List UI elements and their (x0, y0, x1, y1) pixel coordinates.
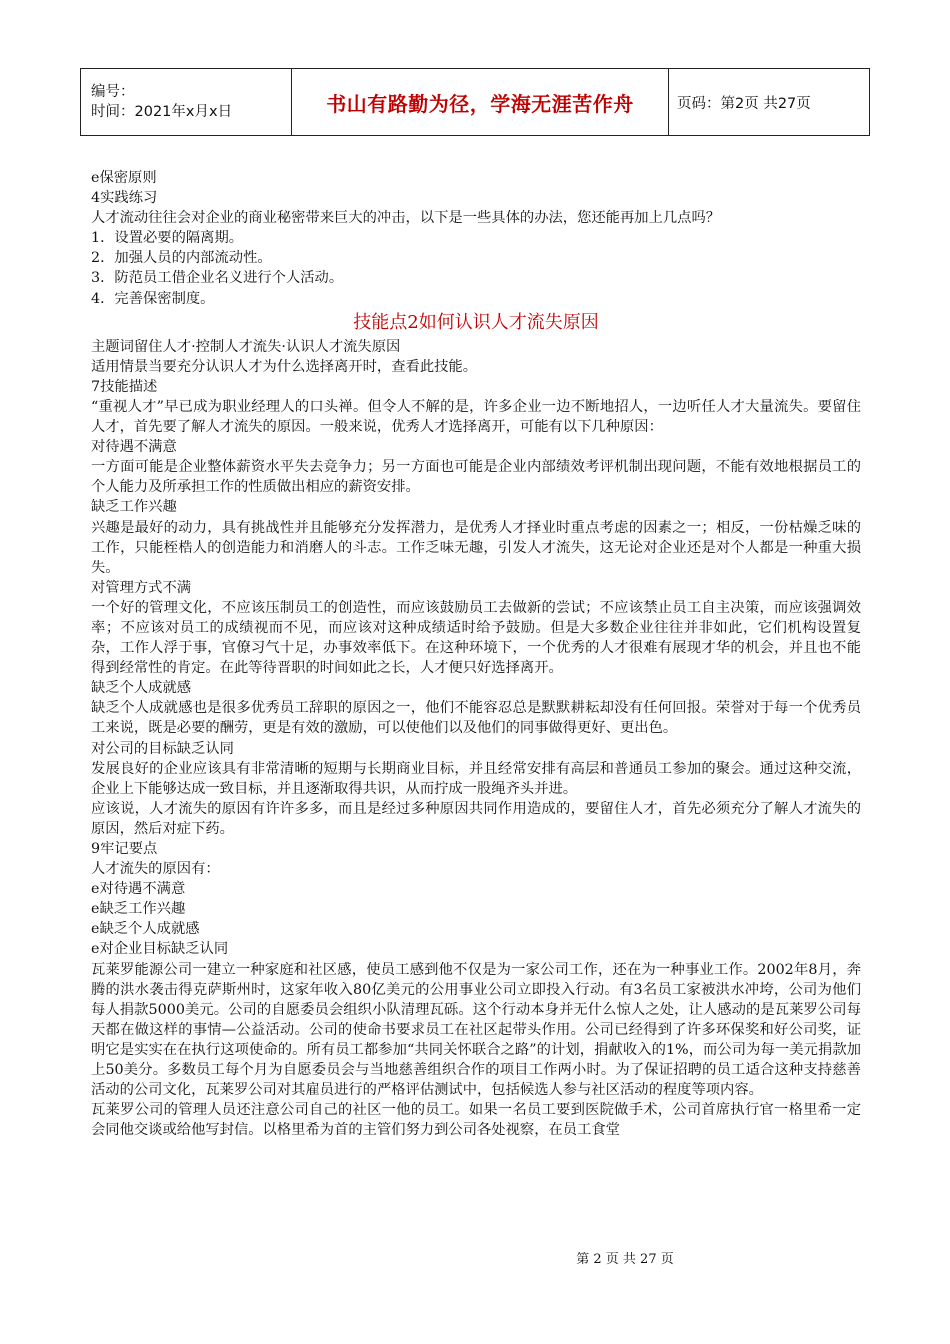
paragraph: 主题词留住人才·控制人才流失·认识人才流失原因 (91, 338, 401, 355)
header-page-label: 页码：第2页 共27页 (669, 69, 870, 136)
paragraph: 7技能描述 (91, 378, 158, 395)
paragraph: 一方面可能是企业整体薪资水平失去竞争力；另一方面也可能是企业内部绩效考评机制出现问题，不能有效地根据员工的个人能力及所承担工作的性质做出相应的薪资安排。 (91, 459, 861, 496)
header-meta (81, 69, 292, 136)
paragraph: 缺乏个人成就感也是很多优秀员工辞职的原因之一，他们不能容忍总是默默耕耘却没有任何回报。荣誉对于每一个优秀员工来说，既是必要的酬劳，更是有效的激励，可以使他们以及他们的同事做得更好、更出色。 (91, 700, 861, 737)
body-line: 4．完善保密制度。 (91, 290, 215, 307)
section-title: 技能点2如何认识人才流失原因 (353, 311, 599, 333)
body-line: 4实践练习 (91, 190, 158, 207)
paragraph: 缺乏个人成就感 (91, 680, 192, 697)
document-time-label: 时间：2021年x月x日 (91, 104, 233, 120)
body-line: 2．加强人员的内部流动性。 (91, 250, 272, 267)
body-line: 人才流动往往会对企业的商业秘密带来巨大的冲击，以下是一些具体的办法，您还能再加上几点吗？ (91, 210, 721, 227)
page-header (80, 68, 870, 136)
paragraph: 人才流失的原因有： (91, 861, 220, 878)
document-number-label: 编号： (91, 84, 135, 100)
paragraph: 对公司的目标缺乏认同 (91, 740, 234, 757)
paragraph: 瓦莱罗公司的管理人员还注意公司自己的社区一他的员工。如果一名员工要到医院做手术，公司首席执行官一格里希一定会同他交谈或给他写封信。以格里希为首的主管们努力到公司各处视察，在员工食堂 (91, 1102, 861, 1139)
paragraph: 对管理方式不满 (91, 579, 192, 596)
paragraph: e对企业目标缺乏认同 (91, 941, 229, 958)
paragraph: 瓦莱罗能源公司一建立一种家庭和社区感，使员工感到他不仅是为一家公司工作，还在为一种事业工作。2002年8月，奔腾的洪水袭击得克萨斯州时，这家年收入80亿美元的公用事业公司立即投入行动。有3名员工家被洪水冲垮，公司为他们每人捐款5000美元。公司的自愿委员会组织小队清理瓦砾。这个行动本身并无什么惊人之处，让人感动的是瓦莱罗公司每天都在做这样的事情—公益活动。公司的使命书要求员工在社区起带头作用。公司已经得到了许多环保奖和好公司奖，证明它是实实在在执行这项使命的。所有员工都参加“共同关怀联合之路”的计划，捐献收入的1%，而公司为每一美元捐款加上50美分。多数员工每个月为自愿委员会与当地慈善组织合作的项目工作两小时。为了保证招聘的员工适合这种支持慈善活动的公司文化，瓦莱罗公司对其雇员进行的严格评估测试中，包括候选人参与社区活动的程度等项内容。 (91, 961, 861, 1099)
paragraph: 缺乏工作兴趣 (91, 499, 177, 516)
header-motto: 书山有路勤为径，学海无涯苦作舟 (292, 69, 669, 136)
paragraph: “重视人才”早已成为职业经理人的口头禅。但令人不解的是，许多企业一边不断地招人，一边听任人才大量流失。要留住人才，首先要了解人才流失的原因。一般来说，优秀人才选择离开，可能有以下几种原因： (91, 398, 861, 436)
paragraph: 应该说，人才流失的原因有许许多多，而且是经过多种原因共同作用造成的，要留住人才，首先必须充分了解人才流失的原因，然后对症下药。 (91, 800, 861, 837)
paragraph: 发展良好的企业应该具有非常清晰的短期与长期商业目标，并且经常安排有高层和普通员工参加的聚会。通过这种交流，企业上下能够达成一致目标，并且逐渐取得共识，从而拧成一股绳齐头并进。 (91, 760, 861, 797)
paragraph: 兴趣是最好的动力，具有挑战性并且能够充分发挥潜力，是优秀人才择业时重点考虑的因素之一；相反，一份枯燥乏味的工作，只能桎梏人的创造能力和消磨人的斗志。工作乏味无趣，引发人才流失，这无论对企业还是对个人都是一种重大损失。 (91, 519, 861, 576)
paragraph: e缺乏个人成就感 (91, 921, 200, 938)
paragraph: 一个好的管理文化，不应该压制员工的创造性，而应该鼓励员工去做新的尝试；不应该禁止员工自主决策，而应该强调效率；不应该对员工的成绩视而不见，而应该对这种成绩适时给予鼓励。但是大多数企业往往并非如此，它们机构设置复杂，工作人浮于事，官僚习气十足，办事效率低下。在这种环境下，一个优秀的人才很难有展现才华的机会，并且也不能得到经常性的肯定。在此等待晋职的时间如此之长，人才便只好选择离开。 (91, 599, 861, 677)
paragraph: 9牢记要点 (91, 841, 158, 857)
paragraph: e缺乏工作兴趣 (91, 901, 186, 918)
paragraph: 适用情景当要充分认识人才为什么选择离开时，查看此技能。 (91, 358, 478, 375)
paragraph: 对待遇不满意 (91, 439, 177, 456)
body-line: e保密原则 (91, 170, 157, 186)
paragraph: e对待遇不满意 (91, 881, 186, 898)
page-footer: 第 2 页 共 27 页 (576, 1252, 674, 1267)
body-line: 1．设置必要的隔离期。 (91, 230, 244, 247)
body-line: 3．防范员工借企业名义进行个人活动。 (91, 270, 344, 287)
document-body (91, 168, 861, 1140)
